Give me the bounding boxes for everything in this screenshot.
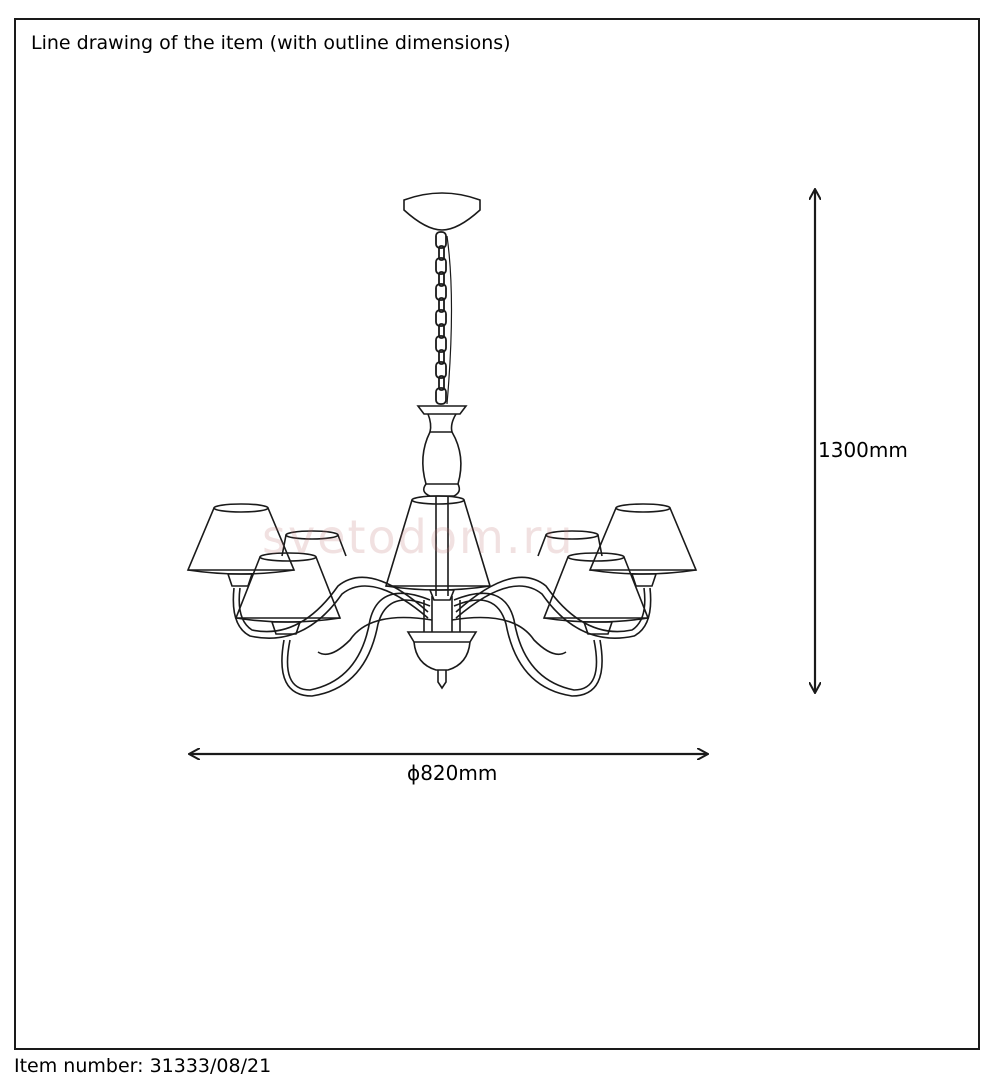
diameter-dimension-label: ϕ820mm	[407, 761, 498, 785]
ceiling-canopy	[404, 193, 480, 230]
central-column	[418, 406, 466, 596]
item-number-label: Item number:	[14, 1055, 144, 1077]
height-dimension-label: 1300mm	[818, 438, 908, 462]
item-number-line	[14, 1055, 271, 1077]
candle-cups	[228, 574, 656, 634]
watermark-text: svetodom.ru	[262, 510, 575, 564]
chandelier-arms	[233, 577, 650, 696]
item-number-value: 31333/08/21	[149, 1055, 272, 1077]
drawing-title: Line drawing of the item (with outline dimensions)	[31, 32, 511, 54]
hanging-chain	[436, 232, 452, 404]
